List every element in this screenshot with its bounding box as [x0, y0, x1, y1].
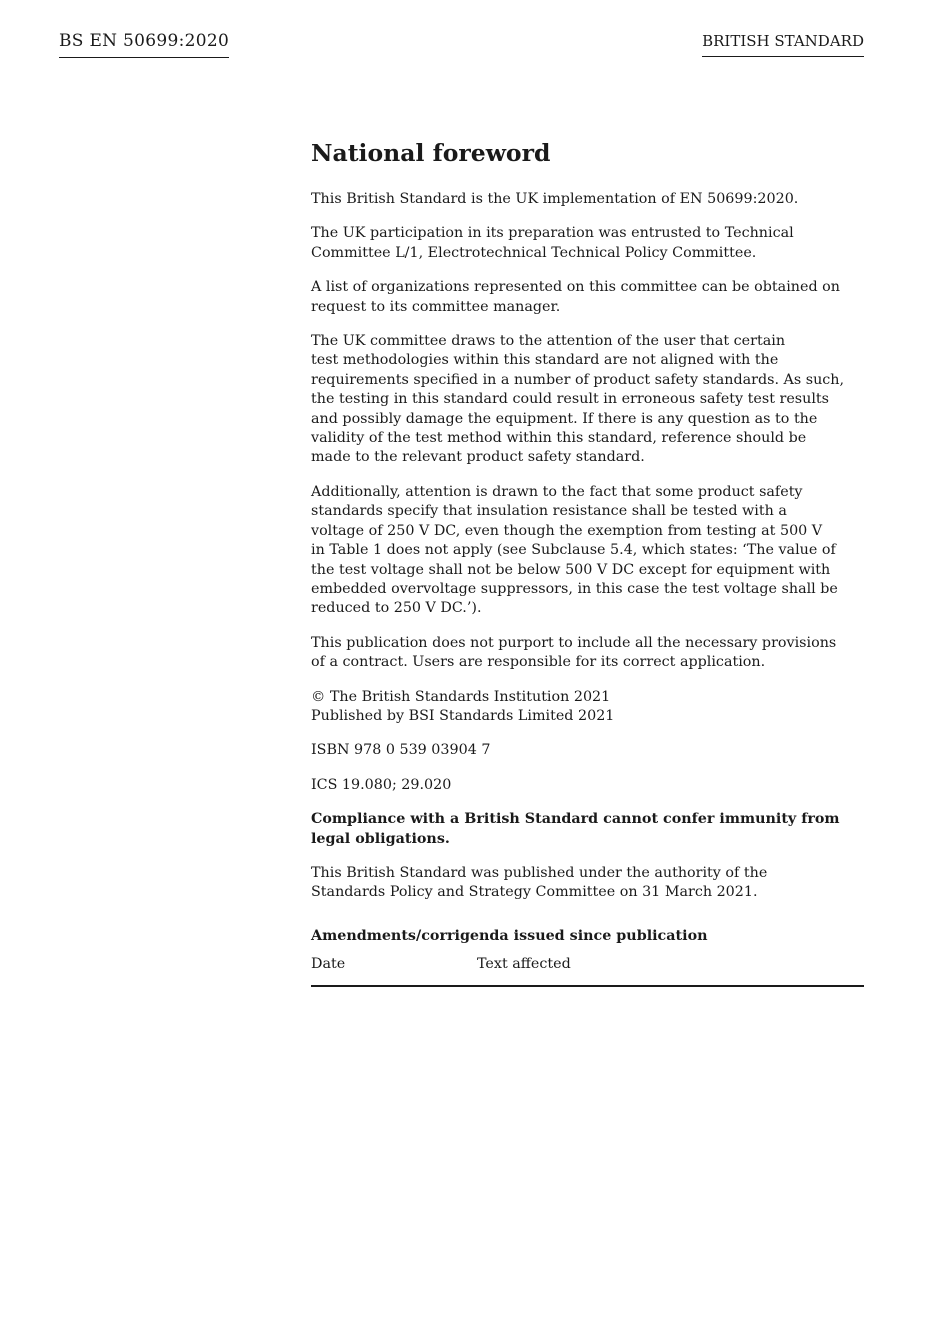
text-line: requirements specified in a number of product safety standards. As such,: [311, 371, 845, 388]
text-line: Additionally, attention is drawn to the fact that some product safety: [311, 483, 803, 500]
paragraph-organizations: [311, 278, 866, 317]
text-line: A list of organizations represented on this committee can be obtained on: [311, 279, 840, 296]
text-line: Committee L/1, Electrotechnical Technical Policy Committee.: [311, 244, 757, 261]
paragraph-contract-provisions: [311, 634, 866, 673]
paragraph-implementation: [311, 190, 866, 209]
text-line: reduced to 250 V DC.’).: [311, 600, 482, 617]
text-line: The UK committee draws to the attention of the user that certain: [311, 333, 786, 350]
text-line: This British Standard is the UK implementation of EN 50699:2020.: [311, 191, 799, 207]
text-line: made to the relevant product safety standard.: [311, 449, 645, 466]
paragraph-participation: [311, 224, 866, 263]
amendments-text-header: Text affected: [477, 956, 571, 973]
paragraph-copyright: [311, 688, 866, 727]
text-line: request to its committee manager.: [311, 298, 561, 315]
text-line: and possibly damage the equipment. If there is any question as to the: [311, 410, 818, 427]
page-title: National foreword: [311, 139, 551, 167]
standard-label: BRITISH STANDARD: [702, 32, 864, 57]
paragraph-compliance-notice: [311, 810, 866, 849]
text-line: embedded overvoltage suppressors, in this case the test voltage shall be: [311, 580, 838, 597]
isbn-line: ISBN 978 0 539 03904 7: [311, 742, 491, 759]
text-line: validity of the test method within this standard, reference should be: [311, 430, 807, 447]
text-line: in Table 1 does not apply (see Subclause 5.4, which states: ‘The value of: [311, 542, 836, 559]
text-line: the testing in this standard could result in erroneous safety test results: [311, 391, 830, 408]
ics-line: ICS 19.080; 29.020: [311, 776, 452, 793]
copyright-line: © The British Standards Institution 2021: [311, 688, 611, 705]
paragraph-test-methodologies: [311, 332, 866, 468]
amendments-heading: Amendments/corrigenda issued since publication: [311, 927, 708, 944]
text-line: Standards Policy and Strategy Committee on 31 March 2021.: [311, 884, 758, 901]
text-line: the test voltage shall not be below 500 V DC except for equipment with: [311, 561, 831, 578]
text-line: This British Standard was published under the authority of the: [311, 864, 768, 881]
paragraph-ics: [311, 776, 866, 795]
paragraph-insulation-resistance: [311, 483, 866, 619]
text-line: This publication does not purport to include all the necessary provisions: [311, 634, 837, 651]
text-line: The UK participation in its preparation was entrusted to Technical: [311, 225, 794, 242]
text-line: legal obligations.: [311, 830, 450, 847]
publisher-line: Published by BSI Standards Limited 2021: [311, 707, 615, 724]
amendments-date-header: Date: [311, 956, 346, 973]
text-line: voltage of 250 V DC, even though the exemption from testing at 500 V: [311, 522, 823, 539]
text-line: standards specify that insulation resistance shall be tested with a: [311, 503, 787, 520]
text-line: of a contract. Users are responsible for its correct application.: [311, 654, 766, 671]
document-id: BS EN 50699:2020: [59, 31, 229, 58]
foreword-content: [311, 138, 866, 987]
text-line: test methodologies within this standard are not aligned with the: [311, 352, 779, 369]
paragraph-authority: [311, 864, 866, 903]
amendments-table: [311, 955, 864, 987]
text-line: Compliance with a British Standard cannot confer immunity from: [311, 811, 840, 828]
paragraph-isbn: [311, 741, 866, 760]
